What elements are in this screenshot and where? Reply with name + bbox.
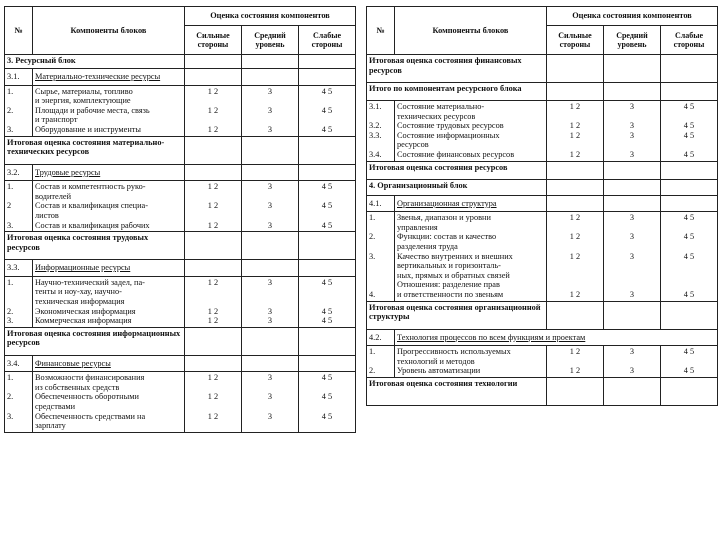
weak-values (298, 276, 355, 327)
item-texts (33, 181, 185, 232)
items-line: Состояние информационных (397, 130, 500, 140)
medium-line (606, 261, 658, 271)
nums-line (7, 383, 30, 393)
total-row-label: Итоговая оценка состояния ресурсов (367, 161, 547, 179)
weak-line (301, 287, 353, 297)
strong-line: 1 2 (207, 306, 219, 316)
item-numbers (5, 276, 33, 327)
nums-line: 3.1. (369, 102, 382, 111)
weak-line (301, 297, 353, 307)
medium-values (603, 101, 660, 162)
items-line: Площади и рабочие места, связь (35, 105, 150, 115)
items-line: Оборудование и инструменты (35, 124, 141, 134)
strong-line: 1 2 (207, 86, 219, 96)
strong-line (187, 211, 239, 221)
strong-line: 1 2 (207, 316, 219, 326)
weak-values (660, 346, 717, 378)
table-row (5, 276, 356, 327)
weak-line (663, 357, 715, 367)
medium-line: 3 (629, 251, 635, 261)
strong-line: 1 2 (569, 130, 581, 140)
weak-header: Слабые стороны (298, 26, 355, 55)
strong-line (549, 140, 601, 150)
table-row (5, 181, 356, 232)
right-table (366, 6, 718, 406)
item-texts (33, 276, 185, 327)
subsection-title: Информационные ресурсы (33, 260, 185, 277)
items-line: из собственных средств (35, 382, 120, 392)
right-page (366, 6, 718, 406)
medium-line: 3 (629, 213, 635, 223)
weak-line: 4 5 (321, 182, 333, 192)
strong-values (184, 372, 241, 433)
strong-values (184, 276, 241, 327)
strong-line (549, 261, 601, 271)
medium-line: 3 (267, 373, 273, 383)
strong-line: 1 2 (569, 213, 581, 223)
weak-line: 4 5 (683, 213, 695, 223)
nums-line: 3.3. (369, 130, 382, 140)
items-line: и энергия, комплектующие (35, 96, 131, 106)
nums-line: 1. (7, 277, 14, 287)
weak-line (663, 242, 715, 252)
weak-line: 4 5 (683, 149, 695, 159)
medium-line (606, 242, 658, 252)
strong-line (549, 223, 601, 233)
nums-line (369, 112, 392, 122)
item-texts (395, 101, 547, 162)
nums-line: 2. (7, 105, 14, 115)
strong-line: 1 2 (207, 277, 219, 287)
items-line: листов (35, 210, 59, 220)
medium-line: 3 (267, 316, 273, 326)
items-line: техническая информация (35, 296, 125, 306)
items-line: Обеспеченность оборотными (35, 392, 139, 402)
strong-line: 1 2 (207, 220, 219, 230)
weak-line (663, 271, 715, 281)
strong-line (187, 402, 239, 412)
medium-values (603, 212, 660, 301)
subsection-number: 3.2. (5, 164, 33, 181)
subsection-title: Материально-технические ресурсы (33, 69, 185, 86)
section-organization-block: 4. Организационный блок (367, 179, 547, 195)
subsection-number: 4.1. (367, 195, 395, 212)
medium-line (606, 280, 658, 290)
weak-line (301, 192, 353, 202)
weak-line: 4 5 (683, 366, 695, 376)
weak-values (660, 101, 717, 162)
nums-line (7, 297, 30, 307)
left-table (4, 6, 356, 433)
items-line: Сырье, материалы, топливо (35, 86, 133, 96)
medium-values (241, 181, 298, 232)
items-line: Качество внутренних и внешних (397, 251, 513, 261)
strong-line: 1 2 (207, 373, 219, 383)
strong-line (187, 287, 239, 297)
item-numbers (367, 212, 395, 301)
subsection-number: 4.2. (367, 329, 395, 346)
nums-line (7, 402, 30, 412)
items-line: водителей (35, 191, 72, 201)
components-header: Компоненты блоков (395, 7, 547, 55)
medium-line (244, 96, 296, 106)
items-line: Функции: состав и качество (397, 232, 497, 242)
medium-values (241, 85, 298, 136)
medium-line: 3 (629, 347, 635, 357)
nums-line (369, 223, 392, 233)
weak-line: 4 5 (683, 347, 695, 357)
nums-line (7, 192, 30, 202)
strong-line (549, 112, 601, 122)
item-numbers (5, 85, 33, 136)
strong-line: 1 2 (569, 289, 581, 299)
items-line: ресурсов (397, 140, 429, 150)
strong-values (546, 101, 603, 162)
items-line: разделения труда (397, 241, 458, 251)
nums-line: 1. (7, 182, 14, 192)
medium-line: 3 (629, 130, 635, 140)
nums-line: 3. (7, 316, 14, 326)
medium-values (603, 346, 660, 378)
strong-line (549, 280, 601, 290)
medium-line: 3 (629, 289, 635, 299)
item-numbers (5, 181, 33, 232)
nums-line (369, 357, 392, 367)
items-line: Состояние финансовых ресурсов (397, 149, 515, 159)
nums-line: 1. (7, 373, 14, 383)
items-line: управления (397, 222, 438, 232)
total-row-label: Итоговая оценка состояния информационных ресурсов (5, 327, 185, 355)
weak-line (301, 211, 353, 221)
table-row (5, 85, 356, 136)
total-row-label: Итоговая оценка состояния финансовых ресурсов (367, 55, 547, 83)
subsection-title: Технология процессов по всем функциям и проектам (395, 329, 718, 346)
medium-line: 3 (629, 121, 635, 131)
strong-line: 1 2 (207, 105, 219, 115)
medium-line (606, 112, 658, 122)
nums-line: 2 (7, 201, 12, 211)
medium-line (244, 115, 296, 125)
item-numbers (367, 101, 395, 162)
items-line: Состояние трудовых ресурсов (397, 121, 504, 131)
nums-line (369, 242, 392, 252)
medium-line: 3 (267, 86, 273, 96)
items-line: и ответственности по звеньям (397, 289, 504, 299)
num-header: № (5, 7, 33, 55)
weak-line (663, 112, 715, 122)
strong-line: 1 2 (207, 124, 219, 134)
nums-line (369, 271, 392, 281)
medium-line: 3 (267, 306, 273, 316)
strong-values (184, 85, 241, 136)
medium-line (244, 192, 296, 202)
items-line: технических ресурсов (397, 111, 476, 121)
strong-line (549, 357, 601, 367)
item-texts (33, 372, 185, 433)
medium-line (244, 383, 296, 393)
items-line: Отношения: разделение прав (397, 280, 500, 290)
nums-line: 3. (7, 124, 14, 134)
weak-line: 4 5 (321, 411, 333, 421)
items-line: Обеспеченность средствами на (35, 411, 146, 421)
items-line: Состав и компетентность руко- (35, 182, 146, 192)
subsection-title: Финансовые ресурсы (33, 355, 185, 372)
weak-line: 4 5 (683, 121, 695, 131)
assessment-header: Оценка состояния компонентов (184, 7, 355, 26)
total-row-label: Итоговая оценка состояния материально-технических ресурсов (5, 136, 185, 164)
strong-header: Сильные стороны (546, 26, 603, 55)
nums-line (7, 96, 30, 106)
medium-line: 3 (267, 411, 273, 421)
weak-line: 4 5 (683, 251, 695, 261)
nums-line (7, 211, 30, 221)
weak-line (663, 140, 715, 150)
medium-line: 3 (267, 220, 273, 230)
items-line: средствами (35, 402, 76, 412)
assessment-header: Оценка состояния компонентов (546, 7, 717, 26)
weak-line: 4 5 (683, 130, 695, 140)
medium-line: 3 (267, 124, 273, 134)
weak-values (298, 372, 355, 433)
medium-line: 3 (629, 366, 635, 376)
subsection-title: Организационная структура (395, 195, 547, 212)
strong-line (549, 271, 601, 281)
strong-line: 1 2 (569, 232, 581, 242)
table-row (367, 101, 718, 162)
weak-line: 4 5 (321, 124, 333, 134)
strong-values (546, 346, 603, 378)
strong-line (187, 96, 239, 106)
total-row-label: Итоговая оценка состояния трудовых ресурсов (5, 232, 185, 260)
subsection-number: 3.1. (5, 69, 33, 86)
weak-header: Слабые стороны (660, 26, 717, 55)
components-header: Компоненты блоков (33, 7, 185, 55)
nums-line: 2. (369, 232, 376, 242)
items-line: Экономическая информация (35, 306, 136, 316)
section-resource-block: 3. Ресурсный блок (5, 55, 185, 69)
table-row (367, 212, 718, 301)
nums-line (369, 280, 392, 290)
strong-line: 1 2 (569, 149, 581, 159)
weak-line (301, 402, 353, 412)
item-texts (395, 212, 547, 301)
nums-line: 3.4. (369, 149, 382, 159)
strong-line (187, 192, 239, 202)
medium-line: 3 (629, 232, 635, 242)
strong-line (549, 242, 601, 252)
weak-line: 4 5 (321, 392, 333, 402)
items-line: Возможности финансирования (35, 373, 145, 383)
weak-line: 4 5 (321, 86, 333, 96)
items-line: ных, прямых и обратных связей (397, 270, 510, 280)
medium-header: Средний уровень (241, 26, 298, 55)
weak-line: 4 5 (683, 102, 695, 111)
nums-line: 4. (369, 289, 376, 299)
weak-line (301, 421, 353, 431)
item-numbers (367, 346, 395, 378)
table-row (5, 372, 356, 433)
left-page (4, 6, 356, 433)
weak-line (663, 280, 715, 290)
strong-line: 1 2 (207, 392, 219, 402)
medium-header: Средний уровень (603, 26, 660, 55)
medium-line: 3 (267, 392, 273, 402)
strong-line: 1 2 (569, 102, 581, 111)
strong-line: 1 2 (569, 347, 581, 357)
medium-line (606, 223, 658, 233)
weak-line: 4 5 (321, 105, 333, 115)
strong-header: Сильные стороны (184, 26, 241, 55)
nums-line: 3. (7, 411, 14, 421)
total-row-label: Итоговая оценка состояния технологии (367, 377, 547, 405)
strong-line: 1 2 (207, 411, 219, 421)
strong-line (187, 297, 239, 307)
weak-values (298, 181, 355, 232)
medium-line (244, 421, 296, 431)
weak-line (663, 223, 715, 233)
medium-line (606, 357, 658, 367)
nums-line: 2. (7, 306, 14, 316)
nums-line (7, 421, 30, 431)
items-line: Состав и квалификация специа- (35, 201, 148, 211)
items-line: и транспорт (35, 115, 78, 125)
nums-line: 3. (369, 251, 376, 261)
strong-line (187, 115, 239, 125)
nums-line: 3.2. (369, 121, 382, 131)
item-numbers (5, 372, 33, 433)
nums-line: 3. (7, 220, 14, 230)
subsection-number: 3.3. (5, 260, 33, 277)
items-line: вертикальных и горизонталь- (397, 261, 501, 271)
nums-line (369, 261, 392, 271)
medium-line: 3 (267, 201, 273, 211)
strong-line: 1 2 (207, 201, 219, 211)
weak-line (301, 96, 353, 106)
item-texts (33, 85, 185, 136)
medium-line: 3 (629, 149, 635, 159)
weak-values (298, 85, 355, 136)
subsection-title: Трудовые ресурсы (33, 164, 185, 181)
weak-line (301, 115, 353, 125)
items-line: Состояние материально- (397, 102, 485, 111)
weak-line: 4 5 (683, 289, 695, 299)
nums-line: 1. (369, 213, 376, 223)
item-texts (395, 346, 547, 378)
items-line: зарплату (35, 421, 66, 431)
nums-line (7, 115, 30, 125)
strong-line: 1 2 (569, 121, 581, 131)
strong-line (187, 421, 239, 431)
strong-values (184, 181, 241, 232)
items-line: Прогрессивность используемых (397, 347, 511, 357)
total-row-label: Итоговая оценка состояния организационной структуры (367, 301, 547, 329)
medium-line: 3 (267, 182, 273, 192)
weak-line: 4 5 (321, 201, 333, 211)
components-total-label: Итого по компонентам ресурсного блока (367, 83, 547, 101)
weak-line: 4 5 (321, 306, 333, 316)
medium-line (606, 271, 658, 281)
items-line: Уровень автоматизации (397, 366, 481, 376)
items-line: Научно-технический задел, па- (35, 277, 145, 287)
weak-line: 4 5 (321, 316, 333, 326)
medium-values (241, 372, 298, 433)
items-line: Звенья, диапазон и уровни (397, 213, 491, 223)
strong-line: 1 2 (207, 182, 219, 192)
strong-line: 1 2 (569, 251, 581, 261)
table-row (367, 346, 718, 378)
strong-values (546, 212, 603, 301)
weak-values (660, 212, 717, 301)
weak-line (663, 261, 715, 271)
nums-line (369, 140, 392, 150)
weak-line: 4 5 (321, 277, 333, 287)
medium-line: 3 (267, 277, 273, 287)
weak-line: 4 5 (321, 220, 333, 230)
medium-line: 3 (267, 105, 273, 115)
items-line: технологий и методов (397, 356, 475, 366)
nums-line (7, 287, 30, 297)
items-line: тенты и ноу-хау, научно- (35, 287, 122, 297)
items-line: Состав и квалификация рабочих (35, 220, 150, 230)
nums-line: 1. (369, 347, 376, 357)
medium-line: 3 (629, 102, 635, 111)
nums-line: 2. (7, 392, 14, 402)
weak-line: 4 5 (683, 232, 695, 242)
strong-line: 1 2 (569, 366, 581, 376)
nums-line: 2. (369, 366, 376, 376)
medium-line (244, 297, 296, 307)
num-header: № (367, 7, 395, 55)
strong-line (187, 383, 239, 393)
subsection-number: 3.4. (5, 355, 33, 372)
items-line: Коммерческая информация (35, 316, 132, 326)
medium-values (241, 276, 298, 327)
medium-line (244, 287, 296, 297)
medium-line (244, 211, 296, 221)
medium-line (244, 402, 296, 412)
weak-line: 4 5 (321, 373, 333, 383)
medium-line (606, 140, 658, 150)
nums-line: 1. (7, 86, 14, 96)
weak-line (301, 383, 353, 393)
